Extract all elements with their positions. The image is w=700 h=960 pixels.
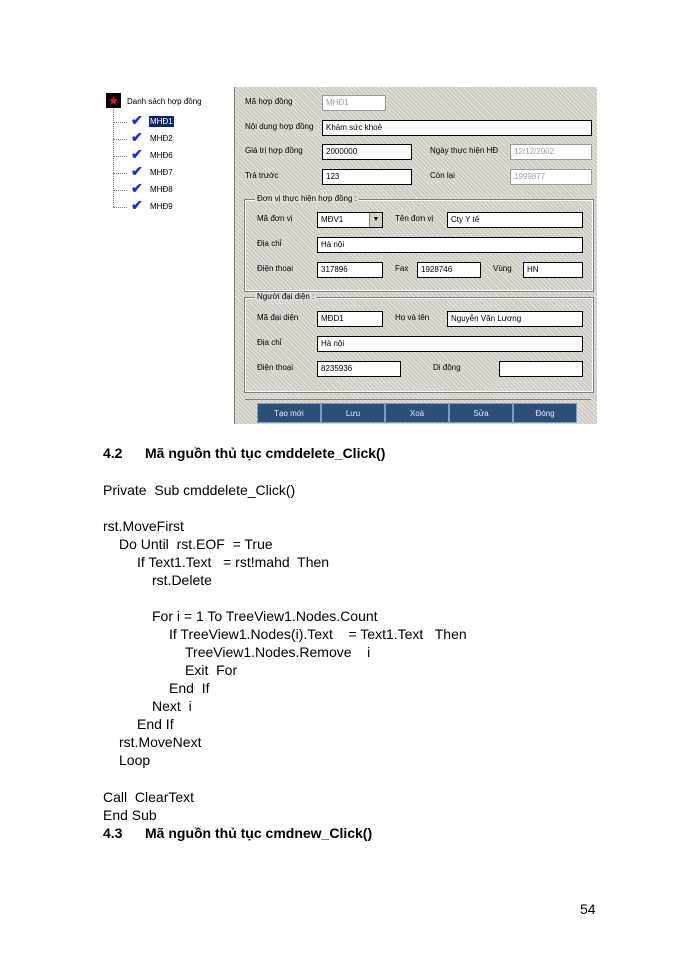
ma-hop-dong-label: Mã hợp đồng bbox=[245, 97, 293, 106]
dd-dia-chi-label: Địa chỉ bbox=[257, 338, 282, 347]
noi-dung-label: Nội dung hợp đồng bbox=[245, 122, 314, 131]
section-heading-4-2: 4.2 Mã nguồn thủ tục cmddelete_Click() bbox=[103, 445, 386, 461]
dia-chi-field[interactable]: Hà nội bbox=[317, 237, 583, 253]
code-line: If TreeView1.Nodes(i).Text = Text1.Text Then bbox=[169, 626, 467, 642]
chevron-down-icon[interactable]: ▼ bbox=[369, 213, 382, 227]
close-button[interactable]: Đóng bbox=[513, 403, 577, 423]
code-line: Do Until rst.EOF = True bbox=[119, 536, 273, 552]
code-line: rst.Delete bbox=[152, 572, 212, 588]
code-line: Call ClearText bbox=[103, 789, 195, 805]
ten-don-vi-label: Tên đơn vị bbox=[395, 214, 434, 223]
dien-thoai-label: Điện thoại bbox=[257, 264, 294, 273]
code-line: End If bbox=[137, 716, 174, 732]
checkmark-icon: ✔ bbox=[131, 146, 143, 162]
ngay-thuc-hien-label: Ngày thực hiện HĐ bbox=[430, 146, 499, 155]
form-screenshot bbox=[103, 87, 597, 424]
di-dong-field[interactable] bbox=[499, 361, 583, 377]
code-line: Exit For bbox=[185, 662, 238, 678]
ma-dai-dien-label: Mã đại diện bbox=[257, 313, 299, 322]
ma-don-vi-value: MĐV1 bbox=[321, 215, 344, 224]
vung-field[interactable]: HN bbox=[523, 262, 583, 278]
ho-ten-label: Họ và tên bbox=[395, 313, 430, 322]
fax-label: Fax bbox=[395, 264, 409, 273]
ma-hop-dong-field[interactable]: MHĐ1 bbox=[322, 95, 386, 111]
save-button[interactable]: Lưu bbox=[321, 403, 385, 423]
new-button[interactable]: Tạo mới bbox=[257, 403, 321, 423]
code-line: Loop bbox=[119, 752, 151, 768]
ho-ten-field[interactable]: Nguyễn Văn Lương bbox=[447, 311, 583, 327]
code-line: For i = 1 To TreeView1.Nodes.Count bbox=[152, 608, 378, 624]
tra-truoc-label: Trả trước bbox=[245, 171, 279, 180]
checkmark-icon: ✔ bbox=[131, 197, 143, 213]
don-vi-group-title: Đơn vị thực hiện hợp đồng : bbox=[257, 194, 357, 203]
ngay-thuc-hien-field[interactable]: 12/12/2002 bbox=[510, 144, 592, 160]
code-line: TreeView1.Nodes.Remove i bbox=[185, 644, 371, 660]
gia-tri-label: Giá trị hợp đồng bbox=[245, 146, 303, 155]
dia-chi-label: Địa chỉ bbox=[257, 239, 282, 248]
page-number: 54 bbox=[580, 901, 596, 917]
checkmark-icon: ✔ bbox=[131, 163, 143, 179]
gia-tri-field[interactable]: 2000000 bbox=[322, 144, 412, 160]
code-line: Private Sub cmddelete_Click() bbox=[103, 482, 296, 498]
fax-field[interactable]: 1928746 bbox=[417, 262, 481, 278]
vung-label: Vùng bbox=[493, 264, 512, 273]
section-heading-4-3: 4.3 Mã nguồn thủ tục cmdnew_Click() bbox=[103, 825, 373, 841]
di-dong-label: Di động bbox=[433, 363, 461, 372]
code-line: Next i bbox=[152, 698, 192, 714]
edit-button[interactable]: Sửa bbox=[449, 403, 513, 423]
code-line: End Sub bbox=[103, 807, 157, 823]
con-lai-field[interactable]: 1999877 bbox=[510, 169, 592, 185]
ma-dai-dien-field[interactable]: MĐD1 bbox=[317, 311, 383, 327]
checkmark-icon: ✔ bbox=[131, 180, 143, 196]
ma-don-vi-combo[interactable] bbox=[317, 212, 383, 228]
code-line: rst.MoveFirst bbox=[103, 518, 184, 534]
noi-dung-field[interactable]: Khám sức khoẻ bbox=[322, 120, 592, 136]
contract-form bbox=[235, 87, 597, 424]
ten-don-vi-field[interactable]: Cty Y tế bbox=[447, 212, 583, 228]
code-line: If Text1.Text = rst!mahd Then bbox=[137, 554, 330, 570]
delete-button[interactable]: Xoá bbox=[385, 403, 449, 423]
checkmark-icon: ✔ bbox=[131, 129, 143, 145]
checkmark-icon: ✔ bbox=[131, 112, 143, 128]
code-line: rst.MoveNext bbox=[119, 734, 202, 750]
tree-root-label[interactable]: Danh sách hợp đồng bbox=[127, 97, 202, 106]
dd-dien-thoai-label: Điện thoại bbox=[257, 363, 294, 372]
con-lai-label: Còn lại bbox=[430, 171, 455, 180]
contract-tree: ★ Danh sách hợp đồng ✔ MHĐ1 ✔ MHĐ2 ✔ MHĐ6 ✔ MHĐ7 ✔ MHĐ8 ✔ MHĐ9 bbox=[103, 87, 235, 424]
dai-dien-group-title: Người đại diện : bbox=[257, 292, 315, 301]
tra-truoc-field[interactable]: 123 bbox=[322, 169, 412, 185]
dien-thoai-field[interactable]: 317896 bbox=[317, 262, 383, 278]
code-line: End If bbox=[169, 680, 210, 696]
dd-dien-thoai-field[interactable]: 8235936 bbox=[317, 361, 401, 377]
star-icon: ★ bbox=[107, 93, 120, 108]
ma-don-vi-label: Mã đơn vị bbox=[257, 214, 293, 223]
dd-dia-chi-field[interactable]: Hà nội bbox=[317, 336, 583, 352]
